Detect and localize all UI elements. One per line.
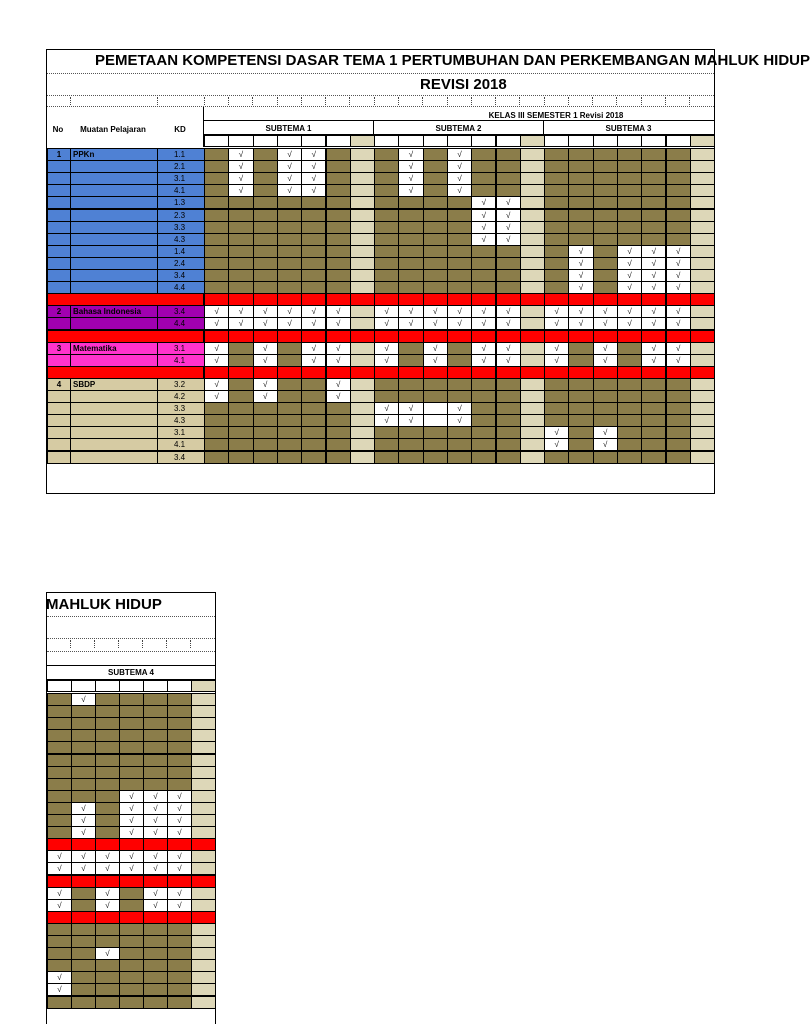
kd-cell: 3.1 — [157, 342, 205, 355]
check-cell: √ — [204, 378, 229, 391]
grid-cell — [666, 451, 691, 464]
grid-cell — [47, 996, 72, 1009]
column-number — [301, 135, 326, 147]
grid-cell — [119, 996, 144, 1009]
check-cell: √ — [617, 317, 642, 330]
kd-cell: 3.3 — [157, 402, 205, 415]
check-cell: √ — [119, 850, 144, 863]
column-number — [423, 135, 448, 147]
column-number — [191, 680, 216, 692]
check-cell: √ — [277, 160, 302, 173]
column-number — [447, 135, 472, 147]
kd-cell: 2.3 — [157, 209, 205, 222]
column-number — [326, 135, 351, 147]
tick-mark — [190, 640, 191, 648]
column-number — [690, 135, 715, 147]
check-cell: √ — [119, 802, 144, 815]
check-cell: √ — [277, 172, 302, 185]
check-cell: √ — [204, 390, 229, 403]
check-cell: √ — [204, 317, 229, 330]
check-cell: √ — [593, 426, 618, 439]
check-cell: √ — [666, 281, 691, 294]
check-cell: √ — [71, 862, 96, 875]
tick-mark — [325, 97, 326, 105]
check-cell: √ — [95, 899, 120, 912]
check-cell: √ — [496, 342, 521, 355]
check-cell: √ — [277, 184, 302, 197]
column-number — [228, 135, 253, 147]
check-cell: √ — [544, 317, 569, 330]
check-cell: √ — [447, 402, 472, 415]
check-cell: √ — [641, 354, 666, 367]
column-number — [666, 135, 691, 147]
check-cell: √ — [47, 850, 72, 863]
check-cell: √ — [666, 305, 691, 318]
tick-mark — [422, 97, 423, 105]
check-cell: √ — [167, 790, 192, 803]
check-cell: √ — [544, 342, 569, 355]
check-cell: √ — [167, 814, 192, 827]
tick-mark — [204, 97, 205, 105]
check-cell: √ — [228, 305, 253, 318]
grid-cell — [423, 451, 448, 464]
check-cell: √ — [641, 305, 666, 318]
tick-mark — [252, 97, 253, 105]
check-cell: √ — [253, 378, 278, 391]
check-cell: √ — [666, 342, 691, 355]
check-cell: √ — [167, 802, 192, 815]
check-cell: √ — [326, 317, 351, 330]
tick-mark — [616, 97, 617, 105]
check-cell: √ — [496, 233, 521, 246]
tick-mark — [118, 640, 119, 648]
check-cell: √ — [447, 148, 472, 161]
check-cell: √ — [568, 317, 593, 330]
tick-mark — [301, 97, 302, 105]
tick-mark — [519, 97, 520, 105]
check-cell: √ — [228, 184, 253, 197]
check-cell: √ — [496, 317, 521, 330]
check-cell: √ — [204, 305, 229, 318]
check-cell: √ — [447, 317, 472, 330]
kd-cell: 4.1 — [157, 354, 205, 367]
check-cell: √ — [398, 402, 423, 415]
column-number — [374, 135, 399, 147]
check-cell: √ — [496, 196, 521, 209]
check-cell: √ — [95, 887, 120, 900]
kd-cell: 1.1 — [157, 148, 205, 161]
grid-cell — [398, 451, 423, 464]
muatan-header: Muatan Pelajaran — [80, 125, 146, 134]
subject-name-cell: Matematika — [70, 342, 158, 355]
check-cell: √ — [423, 305, 448, 318]
kelas-header: KELAS III SEMESTER 1 Revisi 2018 — [488, 111, 624, 120]
subject-no-cell: 4 — [47, 378, 71, 391]
check-cell: √ — [143, 814, 168, 827]
uh-cell — [520, 451, 545, 464]
kd-cell: 4.4 — [157, 281, 205, 294]
kd-cell: 1.3 — [157, 196, 205, 209]
tick-mark — [349, 97, 350, 105]
kd-cell: 3.1 — [157, 426, 205, 439]
tick-mark — [374, 97, 375, 105]
grid-cell — [544, 451, 569, 464]
check-cell: √ — [617, 281, 642, 294]
kd-cell: 3.3 — [157, 221, 205, 234]
tick-mark — [398, 97, 399, 105]
check-cell: √ — [253, 342, 278, 355]
kd-cell: 1.4 — [157, 245, 205, 258]
check-cell: √ — [568, 305, 593, 318]
column-number — [350, 135, 375, 147]
check-cell: √ — [398, 160, 423, 173]
kd-cell: 3.4 — [157, 451, 205, 464]
column-number — [167, 680, 192, 692]
check-cell: √ — [544, 426, 569, 439]
check-cell: √ — [617, 257, 642, 270]
kd-cell: 4.1 — [157, 438, 205, 451]
tick-mark — [157, 97, 158, 105]
check-cell: √ — [617, 305, 642, 318]
tick-mark — [592, 97, 593, 105]
check-cell: √ — [641, 245, 666, 258]
check-cell: √ — [253, 354, 278, 367]
check-cell: √ — [228, 160, 253, 173]
check-cell: √ — [253, 390, 278, 403]
check-cell: √ — [143, 887, 168, 900]
kd-cell: 4.4 — [157, 317, 205, 330]
check-cell: √ — [374, 317, 399, 330]
check-cell: √ — [447, 414, 472, 427]
check-cell: √ — [95, 947, 120, 960]
check-cell: √ — [143, 790, 168, 803]
page-2-title: MAHLUK HIDUP — [46, 596, 162, 613]
check-cell: √ — [398, 305, 423, 318]
check-cell: √ — [666, 269, 691, 282]
grid-cell — [301, 451, 326, 464]
check-cell: √ — [167, 826, 192, 839]
subtema-1-header: SUBTEMA 1 — [265, 124, 312, 133]
column-number — [471, 135, 496, 147]
subject-name-cell: PPKn — [70, 148, 158, 161]
grid-cell — [568, 451, 593, 464]
grid-cell — [71, 996, 96, 1009]
check-cell: √ — [277, 305, 302, 318]
tick-mark — [495, 97, 496, 105]
grid-cell — [326, 451, 351, 464]
check-cell: √ — [143, 862, 168, 875]
check-cell: √ — [471, 221, 496, 234]
grid-cell — [617, 451, 642, 464]
grid-cell — [447, 451, 472, 464]
check-cell: √ — [119, 790, 144, 803]
check-cell: √ — [119, 862, 144, 875]
grid-cell — [167, 996, 192, 1009]
subtema-4-header: SUBTEMA 4 — [108, 668, 154, 677]
uh-cell — [350, 451, 375, 464]
check-cell: √ — [301, 342, 326, 355]
check-cell: √ — [471, 196, 496, 209]
check-cell: √ — [593, 342, 618, 355]
column-number — [641, 135, 666, 147]
check-cell: √ — [326, 354, 351, 367]
kd-header: KD — [174, 125, 186, 134]
check-cell: √ — [71, 826, 96, 839]
no-header: No — [52, 125, 64, 134]
check-cell: √ — [423, 342, 448, 355]
grid-cell — [641, 451, 666, 464]
check-cell: √ — [641, 269, 666, 282]
kd-cell: 2.1 — [157, 160, 205, 173]
tick-mark — [277, 97, 278, 105]
column-number — [143, 680, 168, 692]
grid-cell — [253, 451, 278, 464]
check-cell: √ — [641, 257, 666, 270]
grid-cell — [204, 451, 229, 464]
column-number — [496, 135, 521, 147]
subject-no-cell: 3 — [47, 342, 71, 355]
column-number — [617, 135, 642, 147]
check-cell: √ — [71, 802, 96, 815]
column-number — [95, 680, 120, 692]
tick-mark — [94, 640, 95, 648]
tick-mark — [641, 97, 642, 105]
check-cell: √ — [666, 245, 691, 258]
column-number — [277, 135, 302, 147]
column-number — [253, 135, 278, 147]
check-cell: √ — [544, 438, 569, 451]
check-cell: √ — [277, 148, 302, 161]
check-cell: √ — [71, 850, 96, 863]
subtema-3-header: SUBTEMA 3 — [605, 124, 652, 133]
check-cell: √ — [496, 305, 521, 318]
tick-mark — [665, 97, 666, 105]
check-cell: √ — [641, 342, 666, 355]
check-cell: √ — [228, 172, 253, 185]
check-cell: √ — [593, 317, 618, 330]
check-cell: √ — [447, 305, 472, 318]
check-cell: √ — [423, 354, 448, 367]
check-cell: √ — [301, 354, 326, 367]
check-cell: √ — [204, 342, 229, 355]
check-cell: √ — [326, 305, 351, 318]
check-cell: √ — [119, 826, 144, 839]
check-cell: √ — [423, 317, 448, 330]
tick-mark — [70, 97, 71, 105]
check-cell: √ — [568, 257, 593, 270]
check-cell: √ — [143, 899, 168, 912]
check-cell: √ — [593, 438, 618, 451]
tick-mark — [689, 97, 690, 105]
grid-cell — [496, 451, 521, 464]
check-cell: √ — [374, 402, 399, 415]
kd-cell: 4.1 — [157, 184, 205, 197]
check-cell: √ — [447, 172, 472, 185]
subject-no-cell — [47, 451, 71, 464]
check-cell: √ — [641, 281, 666, 294]
grid-cell — [277, 451, 302, 464]
check-cell: √ — [447, 160, 472, 173]
check-cell: √ — [301, 172, 326, 185]
kd-cell: 4.2 — [157, 390, 205, 403]
check-cell: √ — [666, 354, 691, 367]
check-cell: √ — [301, 305, 326, 318]
check-cell: √ — [228, 317, 253, 330]
check-cell: √ — [326, 378, 351, 391]
subject-no-cell: 2 — [47, 305, 71, 318]
page-title: PEMETAAN KOMPETENSI DASAR TEMA 1 PERTUMBUHAN DAN PERKEMBANGAN MAHLUK HIDUP — [95, 52, 810, 69]
subject-name-cell — [70, 451, 158, 464]
check-cell: √ — [593, 305, 618, 318]
tick-mark — [70, 640, 71, 648]
check-cell: √ — [568, 245, 593, 258]
tick-mark — [471, 97, 472, 105]
grid-cell — [95, 996, 120, 1009]
subtema-2-header: SUBTEMA 2 — [435, 124, 482, 133]
subject-name-cell: Bahasa Indonesia — [70, 305, 158, 318]
check-cell: √ — [471, 342, 496, 355]
check-cell: √ — [471, 233, 496, 246]
check-cell: √ — [253, 317, 278, 330]
check-cell: √ — [326, 390, 351, 403]
check-cell: √ — [47, 983, 72, 996]
check-cell: √ — [374, 414, 399, 427]
check-cell: √ — [568, 269, 593, 282]
kd-cell: 3.4 — [157, 269, 205, 282]
check-cell: √ — [167, 862, 192, 875]
check-cell: √ — [666, 257, 691, 270]
check-cell: √ — [398, 172, 423, 185]
grid-cell — [471, 451, 496, 464]
check-cell: √ — [447, 184, 472, 197]
check-cell: √ — [374, 342, 399, 355]
tick-mark — [142, 640, 143, 648]
check-cell: √ — [593, 354, 618, 367]
check-cell: √ — [301, 160, 326, 173]
column-number — [568, 135, 593, 147]
check-cell: √ — [47, 862, 72, 875]
check-cell: √ — [301, 148, 326, 161]
check-cell: √ — [374, 354, 399, 367]
check-cell: √ — [277, 317, 302, 330]
check-cell: √ — [143, 850, 168, 863]
grid-cell — [593, 451, 618, 464]
check-cell: √ — [326, 342, 351, 355]
check-cell: √ — [544, 305, 569, 318]
check-cell: √ — [228, 148, 253, 161]
check-cell: √ — [71, 693, 96, 706]
check-cell: √ — [301, 184, 326, 197]
column-number — [544, 135, 569, 147]
grid-cell — [374, 451, 399, 464]
page-subtitle: REVISI 2018 — [420, 76, 507, 93]
check-cell: √ — [398, 317, 423, 330]
kd-cell: 3.2 — [157, 378, 205, 391]
subject-name-cell: SBDP — [70, 378, 158, 391]
check-cell: √ — [374, 305, 399, 318]
check-cell: √ — [47, 971, 72, 984]
check-cell: √ — [398, 148, 423, 161]
check-cell: √ — [617, 269, 642, 282]
uh-cell — [191, 996, 216, 1009]
check-cell: √ — [568, 281, 593, 294]
check-cell: √ — [47, 899, 72, 912]
subject-no-cell: 1 — [47, 148, 71, 161]
grid-cell — [143, 996, 168, 1009]
check-cell: √ — [471, 209, 496, 222]
check-cell: √ — [143, 802, 168, 815]
check-cell: √ — [471, 317, 496, 330]
kd-cell: 4.3 — [157, 233, 205, 246]
check-cell: √ — [301, 317, 326, 330]
check-cell: √ — [167, 850, 192, 863]
kd-cell: 3.4 — [157, 305, 205, 318]
check-cell: √ — [95, 850, 120, 863]
check-cell: √ — [143, 826, 168, 839]
check-cell: √ — [47, 887, 72, 900]
check-cell: √ — [71, 814, 96, 827]
check-cell: √ — [167, 899, 192, 912]
column-number — [520, 135, 545, 147]
tick-mark — [228, 97, 229, 105]
check-cell: √ — [253, 305, 278, 318]
check-cell: √ — [496, 354, 521, 367]
tick-mark — [447, 97, 448, 105]
column-number — [71, 680, 96, 692]
tick-mark — [568, 97, 569, 105]
column-number — [204, 135, 229, 147]
check-cell: √ — [398, 184, 423, 197]
kd-cell: 3.1 — [157, 172, 205, 185]
check-cell: √ — [398, 414, 423, 427]
column-number — [119, 680, 144, 692]
check-cell: √ — [119, 814, 144, 827]
check-cell: √ — [496, 209, 521, 222]
kd-cell: 4.3 — [157, 414, 205, 427]
column-number — [593, 135, 618, 147]
column-number — [398, 135, 423, 147]
check-cell: √ — [471, 305, 496, 318]
check-cell: √ — [95, 862, 120, 875]
check-cell: √ — [666, 317, 691, 330]
check-cell: √ — [167, 887, 192, 900]
check-cell: √ — [544, 354, 569, 367]
check-cell: √ — [641, 317, 666, 330]
check-cell: √ — [617, 245, 642, 258]
grid-cell — [228, 451, 253, 464]
tick-mark — [166, 640, 167, 648]
tick-mark — [544, 97, 545, 105]
kd-cell: 2.4 — [157, 257, 205, 270]
check-cell: √ — [204, 354, 229, 367]
check-cell: √ — [496, 221, 521, 234]
uh-cell — [690, 451, 715, 464]
check-cell: √ — [471, 354, 496, 367]
column-number — [47, 680, 72, 692]
